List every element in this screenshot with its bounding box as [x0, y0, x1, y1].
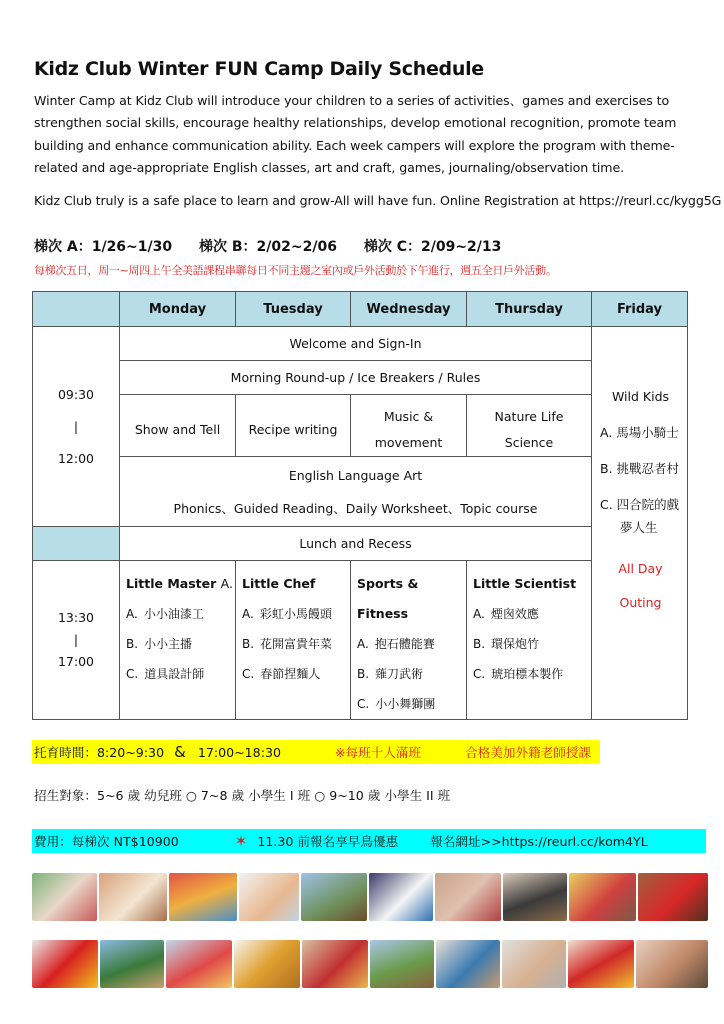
photo-strip-top [32, 873, 708, 921]
lunch-cell: Lunch and Recess [120, 527, 592, 561]
care-label: 托育時間：8:20~9:30 [34, 745, 165, 760]
friday-option-b: B. 挑戰忍者村 [600, 461, 680, 476]
lunch-time-blank [33, 527, 120, 561]
photo-lion-head [568, 940, 634, 988]
welcome-cell: Welcome and Sign-In [120, 327, 592, 361]
photo-lion-dance [32, 940, 98, 988]
ela-title: English Language Art [288, 467, 423, 483]
morning-time [33, 327, 120, 527]
photo-stage-show [369, 873, 433, 921]
header-row [33, 292, 688, 327]
star-icon: ✶ [234, 832, 248, 850]
course-monday-title-text: Little Master [126, 576, 217, 591]
activity-wednesday-line2: movement [374, 435, 443, 450]
ela-row [33, 457, 688, 527]
letter: C. [126, 667, 139, 681]
activity-wednesday [351, 395, 467, 457]
photo-teacher-kids [502, 940, 566, 988]
roundup-row [33, 361, 688, 395]
photo-horse-riding [301, 873, 367, 921]
photo-playground [100, 940, 164, 988]
course-monday-a [126, 599, 235, 629]
activity-monday-label: Show and Tell [134, 422, 221, 437]
course-thursday [467, 561, 592, 720]
course-item: 小小主播 [144, 637, 193, 651]
course-thursday-title: Little Scientist [473, 576, 577, 591]
letter: A. [357, 637, 369, 651]
fee-strip [32, 829, 706, 853]
afternoon-start: 13:30 [57, 610, 95, 625]
morning-start: 09:30 [57, 386, 95, 402]
header-monday: Monday [120, 292, 236, 327]
activity-thursday-line2: Science [504, 435, 554, 450]
activity-thursday-line1: Nature Life [494, 409, 564, 424]
intro-paragraph: Winter Camp at Kidz Club will introduce your children to a series of activities、games and exercises to strengthen social skills, encourage healthy relationships, develop emotional recognition, promote team building and enhance communication ability. Each week campers will explore the program with theme-related and age-appropriate English classes, art and craft, games, journaling/observation time. [34, 93, 677, 176]
course-item: 環保炮竹 [491, 637, 540, 651]
friday-option-a: A. 馬場小騎士 [600, 425, 679, 440]
photo-lion-costume [569, 873, 636, 921]
activity-monday [120, 395, 236, 457]
letter: B. [126, 637, 139, 651]
session-b: 梯次 B：2/02~2/06 [199, 239, 337, 255]
photo-group-kids [636, 940, 708, 988]
photo-classroom [435, 873, 501, 921]
course-monday [120, 561, 236, 720]
friday-heading: Wild Kids [611, 389, 670, 404]
course-item: 薙刀武術 [375, 667, 424, 681]
morning-end: 12:00 [57, 450, 95, 466]
session-dates [34, 236, 523, 256]
letter: B. [242, 637, 255, 651]
session-c: 梯次 C：2/09~2/13 [363, 239, 502, 255]
photo-martial-arts [503, 873, 567, 921]
letter: A. [242, 607, 254, 621]
letter: A. [126, 607, 138, 621]
roundup-cell: Morning Round-up / Ice Breakers / Rules [120, 361, 592, 395]
course-thursday-c [473, 659, 591, 689]
registration-paragraph: Kidz Club truly is a safe place to learn and grow-All will have fun. Online Registration at https://reurl.cc/kygg5G [34, 193, 722, 208]
photo-amber-specimen [234, 940, 300, 988]
care-amp: & [174, 743, 186, 761]
course-tuesday-a [242, 599, 350, 629]
enrollment-strip: 招生對象：5~6 歲 幼兒班 ○ 7~8 歲 小學生 I 班 ○ 9~10 歲 小學生 II 班 [34, 788, 451, 803]
photo-kids-outdoor [32, 873, 97, 921]
afternoon-time [33, 561, 120, 720]
fee-early: 11.30 前報名享早鳥優惠 [257, 834, 399, 849]
fee-label: 費用：每梯次 NT$10900 [34, 834, 179, 849]
header-corner [33, 292, 120, 327]
course-item: 抱石體能賽 [374, 637, 435, 651]
course-item: 春節捏麵人 [260, 667, 321, 681]
photo-horse-field [370, 940, 434, 988]
letter: C. [357, 697, 370, 711]
welcome-row [33, 327, 688, 361]
course-wednesday-a [357, 629, 466, 659]
activity-tuesday-label: Recipe writing [248, 422, 338, 437]
session-note: 每梯次五日，周一~周四上午全美語課程串聯每日不同主題之室內或戶外活動於下午進行，週五全日戶外活動。 [34, 264, 557, 277]
schedule-table [32, 291, 688, 720]
afternoon-sep: | [73, 632, 79, 647]
photo-climbing-wall [169, 873, 237, 921]
ela-items: Phonics、Guided Reading、Daily Worksheet、Topic course [173, 500, 538, 516]
ela-cell [120, 457, 592, 527]
activities-row [33, 395, 688, 457]
page-title: Kidz Club Winter FUN Camp Daily Schedule [34, 58, 484, 80]
fee-registration-link[interactable]: 報名網址>>https://reurl.cc/kom4YL [430, 834, 648, 849]
course-monday-title-suffix: A. [220, 576, 233, 591]
activity-thursday [467, 395, 592, 457]
friday-allday: All Day [618, 561, 663, 576]
course-tuesday-title: Little Chef [242, 576, 316, 591]
course-monday-b [126, 629, 235, 659]
photo-child-painting [239, 873, 299, 921]
care-note-teachers: 合格美加外籍老師授課 [465, 745, 592, 760]
photo-opera-costume [302, 940, 368, 988]
morning-sep: | [73, 418, 79, 434]
photo-strip-bottom [32, 940, 708, 988]
photo-red-mascot [638, 873, 708, 921]
course-thursday-b [473, 629, 591, 659]
letter: B. [357, 667, 370, 681]
header-tuesday: Tuesday [236, 292, 351, 327]
course-tuesday-b [242, 629, 350, 659]
activity-wednesday-line1: Music & [383, 409, 434, 424]
letter: A. [473, 607, 485, 621]
letter: B. [473, 637, 486, 651]
header-friday: Friday [592, 292, 688, 327]
activity-tuesday [236, 395, 351, 457]
letter: C. [242, 667, 255, 681]
afternoon-row [33, 561, 688, 720]
course-item: 花開富貴年菜 [260, 637, 333, 651]
course-thursday-a [473, 599, 591, 629]
care-time-strip [32, 740, 600, 764]
course-item: 琥珀標本製作 [491, 667, 564, 681]
lunch-row [33, 527, 688, 561]
care-note-full: ※每班十人滿班 [334, 745, 422, 760]
friday-option-c: C. 四合院的戲夢人生 [600, 497, 680, 535]
header-wednesday: Wednesday [351, 292, 467, 327]
course-wednesday-b [357, 659, 466, 689]
friday-outing: Outing [619, 595, 662, 610]
friday-cell [592, 327, 688, 720]
header-thursday: Thursday [467, 292, 592, 327]
course-monday-c [126, 659, 235, 689]
afternoon-end: 17:00 [57, 654, 95, 669]
session-a: 梯次 A：1/26~1/30 [34, 239, 173, 255]
course-wednesday-title: Sports & Fitness [357, 576, 419, 621]
letter: C. [473, 667, 486, 681]
course-item: 彩虹小馬饅頭 [259, 607, 332, 621]
photo-science-class [436, 940, 500, 988]
course-monday-title [126, 569, 235, 599]
course-item: 小小舞獅團 [375, 697, 436, 711]
care-time2: 17:00~18:30 [197, 745, 281, 760]
course-wednesday [351, 561, 467, 720]
photo-chef-kids [99, 873, 167, 921]
course-tuesday [236, 561, 351, 720]
course-item: 煙囪效應 [490, 607, 539, 621]
photo-lion-dance-group [166, 940, 232, 988]
course-wednesday-c [357, 689, 466, 719]
course-item: 小小油漆工 [143, 607, 204, 621]
course-item: 道具設計師 [144, 667, 205, 681]
course-tuesday-c [242, 659, 350, 689]
